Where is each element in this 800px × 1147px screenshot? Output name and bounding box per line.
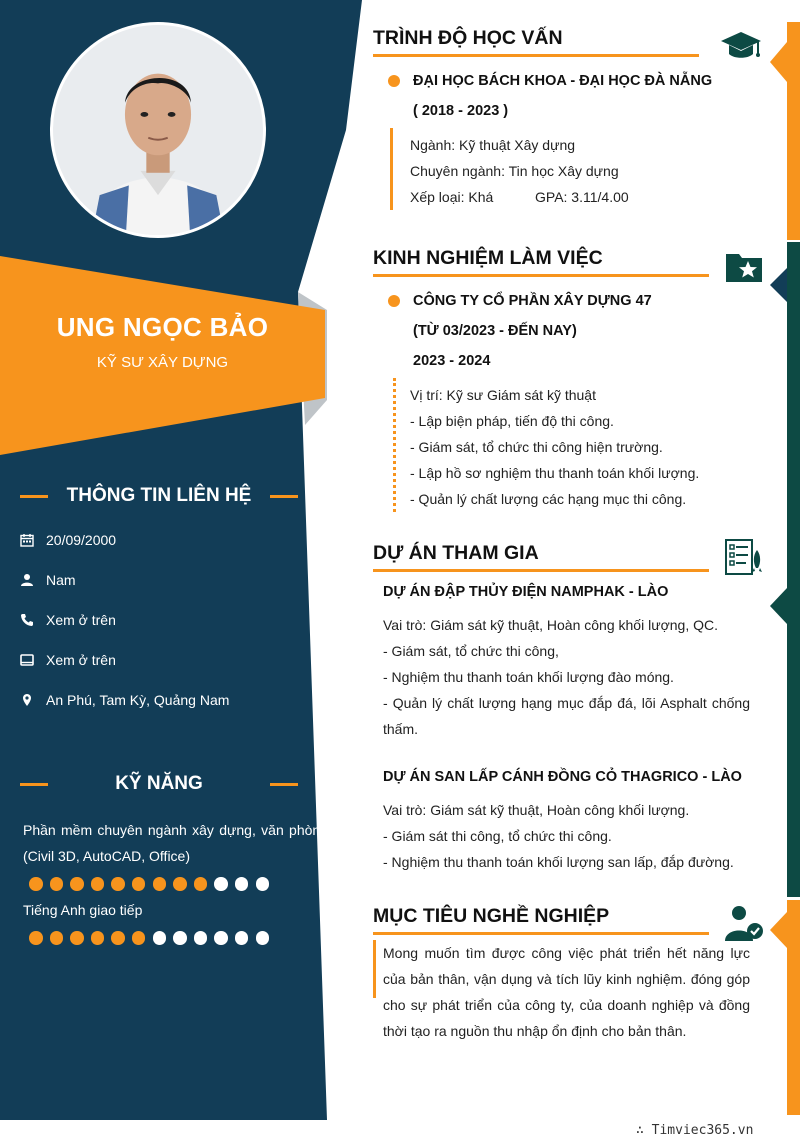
objective-heading-label: MỤC TIÊU NGHỀ NGHIỆP — [373, 905, 610, 927]
candidate-name: UNG NGỌC BẢO — [56, 312, 269, 342]
contact-value: Nam — [46, 572, 76, 588]
experience-line: - Giám sát, tổ chức thi công hiện trường. — [410, 439, 663, 455]
skill-rating — [29, 931, 269, 945]
email-icon — [20, 652, 46, 668]
contact-heading-label: THÔNG TIN LIÊN HỆ — [66, 485, 252, 506]
experience-period: (TỪ 03/2023 - ĐẾN NAY) — [413, 323, 577, 339]
heading-underline — [373, 932, 709, 935]
person-portrait-icon — [53, 25, 263, 235]
experience-years: 2023 - 2024 — [413, 353, 491, 369]
rating-dot-empty — [214, 877, 228, 891]
rating-dot-empty — [214, 931, 228, 945]
project-line: Vai trò: Giám sát kỹ thuật, Hoàn công khối lượng. — [383, 802, 690, 818]
project-line: Vai trò: Giám sát kỹ thuật, Hoàn công khối lượng, QC. — [383, 617, 718, 633]
skills-heading-label: KỸ NĂNG — [115, 773, 203, 794]
project-line: - Giám sát, tổ chức thi công, — [383, 643, 559, 659]
experience-heading — [373, 247, 708, 277]
location-icon — [20, 692, 46, 708]
heading-dash — [20, 495, 48, 498]
checklist-rocket-icon — [722, 536, 764, 578]
education-heading — [373, 27, 708, 57]
education-specialization: Chuyên ngành: Tin học Xây dựng — [410, 163, 619, 179]
company-name: CÔNG TY CỔ PHẦN XÂY DỰNG 47 — [413, 293, 652, 309]
education-rank: Xếp loại: Khá — [410, 189, 494, 205]
verified-user-icon — [722, 903, 764, 945]
projects-heading-label: DỰ ÁN THAM GIA — [373, 542, 539, 564]
timeline-dotted-bar — [393, 378, 396, 512]
experience-heading-label: KINH NGHIỆM LÀM VIỆC — [373, 247, 603, 269]
experience-line: - Lập hồ sơ nghiệm thu thanh toán khối lượng. — [410, 465, 700, 481]
timeline-bar — [390, 128, 393, 210]
rating-dot-filled — [132, 877, 146, 891]
experience-line: - Quản lý chất lượng các hạng mục thi công. — [410, 491, 687, 507]
objective-text: Mong muốn tìm được công việc phát triển hết năng lực của bản thân, vận dụng và tích lũy kinh nghiệm. đóng góp cho sự phát triển của công ty, của doanh nghiệp và đồng thời tạo ra nguồn thu nhập ổn định cho bản thân. — [383, 945, 750, 1039]
project-line: - Giám sát thi công, tổ chức thi công. — [383, 828, 612, 844]
rating-dot-filled — [91, 931, 105, 945]
project-line: - Nghiệm thu thanh toán khối lượng san lấp, đắp đường. — [383, 854, 734, 870]
rating-dot-filled — [50, 877, 64, 891]
education-period: ( 2018 - 2023 ) — [413, 103, 509, 119]
timeline-bullet — [388, 295, 400, 307]
project-name: DỰ ÁN ĐẬP THỦY ĐIỆN NAMPHAK - LÀO — [383, 584, 669, 600]
heading-underline — [373, 569, 709, 572]
rating-dot-filled — [173, 877, 187, 891]
contact-gender — [20, 569, 310, 591]
candidate-title: KỸ SƯ XÂY DỰNG — [96, 354, 229, 371]
contact-birthday — [20, 529, 310, 551]
project-detail — [383, 797, 750, 875]
rating-dot-empty — [256, 877, 270, 891]
education-gpa: GPA: 3.11/4.00 — [535, 189, 629, 205]
user-icon — [20, 572, 46, 588]
rating-dot-empty — [256, 931, 270, 945]
projects-heading — [373, 542, 708, 572]
graduation-cap-icon — [720, 24, 762, 66]
contact-value: Xem ở trên — [46, 612, 116, 628]
project-detail — [383, 612, 750, 742]
rating-dot-empty — [235, 931, 249, 945]
heading-underline — [373, 54, 699, 57]
school-name: ĐẠI HỌC BÁCH KHOA - ĐẠI HỌC ĐÀ NẴNG — [413, 73, 713, 89]
rating-dot-empty — [173, 931, 187, 945]
contact-address — [20, 689, 310, 711]
experience-line: - Lập biện pháp, tiến độ thi công. — [410, 413, 614, 429]
project-name: DỰ ÁN SAN LẤP CÁNH ĐỒNG CỎ THAGRICO - LÀO — [383, 769, 742, 785]
skill-label: Tiếng Anh giao tiếp — [23, 902, 143, 918]
heading-dash — [270, 495, 298, 498]
contact-value: 20/09/2000 — [46, 532, 117, 548]
contact-email — [20, 649, 310, 671]
objective-bar — [373, 940, 376, 998]
skill-rating — [29, 877, 269, 891]
heading-underline — [373, 274, 709, 277]
phone-icon — [20, 612, 46, 628]
rating-dot-empty — [153, 931, 167, 945]
heading-dash — [270, 783, 298, 786]
rating-dot-filled — [111, 877, 125, 891]
experience-line: Vị trí: Kỹ sư Giám sát kỹ thuật — [410, 387, 596, 403]
contact-phone — [20, 609, 310, 631]
rating-dot-filled — [111, 931, 125, 945]
contact-heading — [20, 484, 298, 508]
rating-dot-filled — [70, 877, 84, 891]
rating-dot-empty — [235, 877, 249, 891]
contact-value: Xem ở trên — [46, 652, 116, 668]
skill-label: Phần mềm chuyên ngành xây dựng, văn phòng (Civil 3D, AutoCAD, Office) — [23, 822, 328, 864]
project-line: - Quản lý chất lượng hạng mục đắp đá, lõi Asphalt chống thấm. — [383, 695, 750, 737]
rating-dot-filled — [194, 877, 208, 891]
footer-watermark: ∴ Timviec365.vn — [636, 1123, 754, 1138]
rating-dot-filled — [132, 931, 146, 945]
rating-dot-filled — [29, 877, 43, 891]
education-major: Ngành: Kỹ thuật Xây dựng — [410, 137, 576, 153]
timeline-bullet — [388, 75, 400, 87]
contact-value: An Phú, Tam Kỳ, Quảng Nam — [46, 692, 230, 708]
rating-dot-filled — [70, 931, 84, 945]
calendar-icon — [20, 532, 46, 548]
rating-dot-filled — [29, 931, 43, 945]
heading-dash — [20, 783, 48, 786]
profile-photo — [50, 22, 266, 238]
skills-heading — [20, 772, 298, 796]
objective-heading — [373, 905, 708, 935]
rating-dot-empty — [194, 931, 208, 945]
star-folder-icon — [724, 246, 766, 288]
education-heading-label: TRÌNH ĐỘ HỌC VẤN — [373, 27, 563, 49]
project-line: - Nghiệm thu thanh toán khối lượng đào móng. — [383, 669, 674, 685]
rating-dot-filled — [50, 931, 64, 945]
rating-dot-filled — [91, 877, 105, 891]
rating-dot-filled — [153, 877, 167, 891]
